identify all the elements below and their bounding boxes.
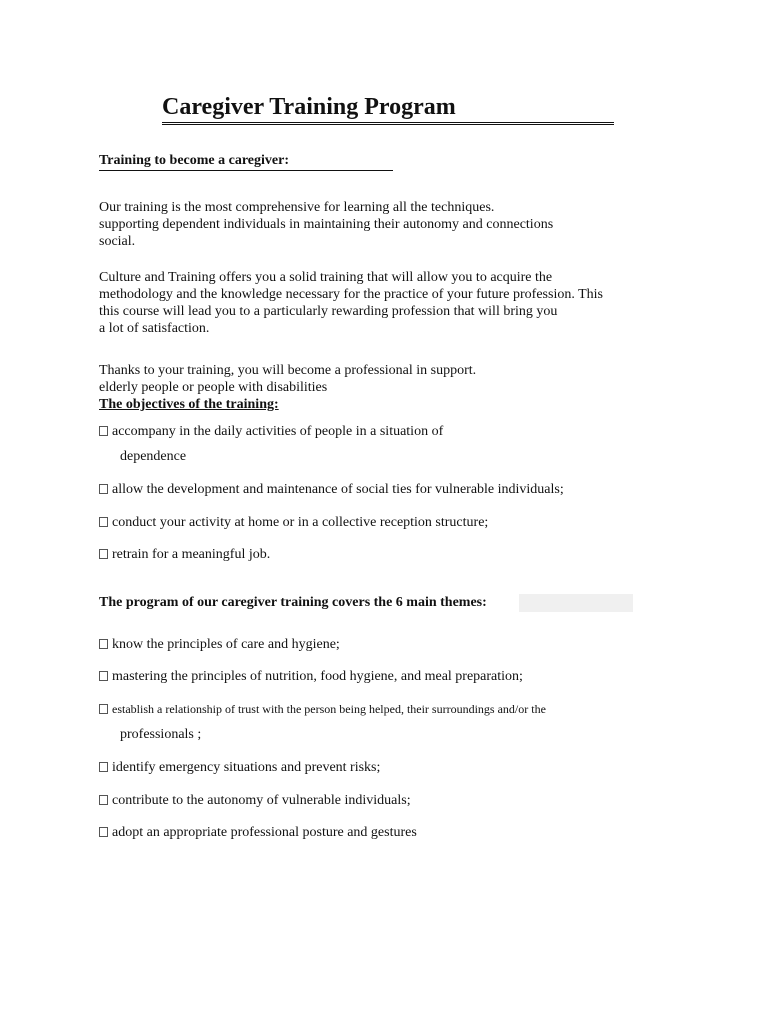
objectives-heading: The objectives of the training: (99, 397, 279, 412)
bullet-box-icon (99, 671, 108, 681)
bullet-box-icon (99, 704, 108, 714)
list-item (99, 481, 564, 499)
list-item (99, 792, 411, 810)
paragraph-line: elderly people or people with disabilities (99, 380, 328, 395)
list-item-text: mastering the principles of nutrition, food hygiene, and meal preparation; (112, 669, 523, 684)
paragraph-line: methodology and the knowledge necessary for the practice of your future profession. This (99, 287, 603, 302)
paragraph-line: Thanks to your training, you will become a professional in support. (99, 363, 477, 378)
list-item-text: know the principles of care and hygiene; (112, 637, 340, 652)
list-item (99, 668, 523, 686)
list-item-continuation: dependence (120, 449, 187, 464)
list-item-continuation: professionals ; (120, 727, 202, 742)
bullet-box-icon (99, 484, 108, 494)
page-title: Caregiver Training Program (162, 92, 614, 125)
bullet-box-icon (99, 639, 108, 649)
paragraph-line: supporting dependent individuals in maintaining their autonomy and connections (99, 217, 554, 232)
section-subheading: Training to become a caregiver: (99, 152, 393, 171)
list-item (99, 636, 340, 654)
intro-paragraph (99, 199, 553, 250)
bullet-box-icon (99, 827, 108, 837)
paragraph-line: a lot of satisfaction. (99, 321, 210, 336)
list-item (99, 546, 270, 564)
list-item-text: contribute to the autonomy of vulnerable individuals; (112, 793, 411, 808)
bullet-box-icon (99, 795, 108, 805)
paragraph-line: this course will lead you to a particularly rewarding profession that will bring you (99, 304, 558, 319)
list-item-text: establish a relationship of trust with the person being helped, their surroundings and/or the (112, 702, 546, 716)
list-item-text: identify emergency situations and prevent risks; (112, 760, 381, 775)
list-item (99, 824, 417, 842)
thanks-paragraph (99, 362, 476, 396)
paragraph-line: Culture and Training offers you a solid training that will allow you to acquire the (99, 270, 553, 285)
paragraph-line: social. (99, 234, 136, 249)
paragraph-line: Our training is the most comprehensive for learning all the techniques. (99, 200, 495, 215)
culture-paragraph (99, 269, 603, 337)
list-item (99, 423, 443, 441)
list-item-text: retrain for a meaningful job. (112, 547, 271, 562)
bullet-box-icon (99, 549, 108, 559)
bullet-box-icon (99, 517, 108, 527)
program-heading: The program of our caregiver training covers the 6 main themes: (99, 594, 633, 612)
list-item-text: accompany in the daily activities of people in a situation of (112, 424, 444, 439)
bullet-box-icon (99, 426, 108, 436)
list-item (99, 759, 380, 777)
list-item-text: adopt an appropriate professional posture and gestures (112, 825, 417, 840)
list-item-text: allow the development and maintenance of social ties for vulnerable individuals; (112, 482, 564, 497)
list-item (99, 514, 488, 532)
list-item (99, 700, 546, 718)
bullet-box-icon (99, 762, 108, 772)
list-item-text: conduct your activity at home or in a collective reception structure; (112, 515, 489, 530)
